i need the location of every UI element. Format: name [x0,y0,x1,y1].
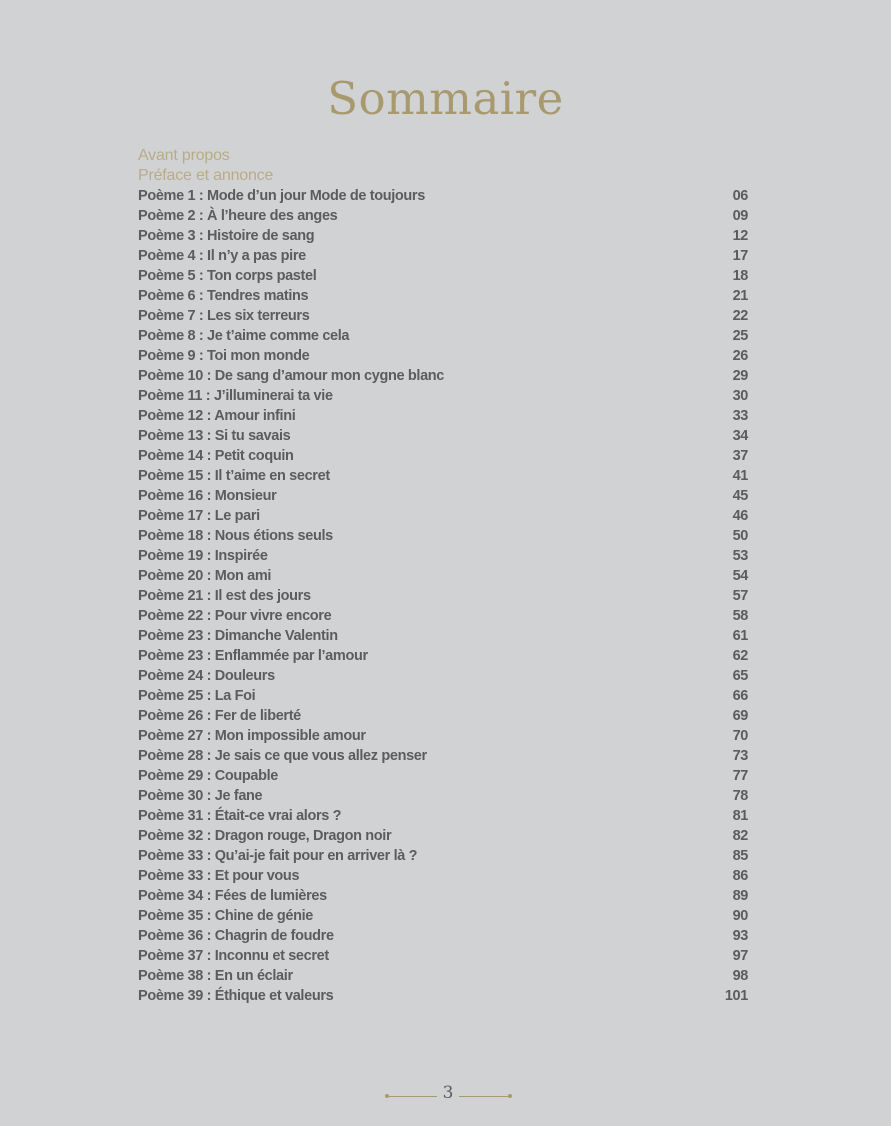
toc-entry-page: 26 [732,348,748,364]
toc-entry-title: Poème 14 : Petit coquin [138,448,294,464]
toc-entry-page: 12 [732,228,748,244]
toc-entry [138,726,748,746]
toc-entry-title: Poème 36 : Chagrin de foudre [138,928,334,944]
toc-entry [138,406,748,426]
toc-entry-page: 41 [732,468,748,484]
toc-entry-page: 30 [732,388,748,404]
toc-entry-title: Poème 37 : Inconnu et secret [138,948,329,964]
toc-entries [138,186,748,1006]
toc-entry-page: 65 [732,668,748,684]
toc-entry [138,206,748,226]
toc-entry [138,846,748,866]
toc-entry [138,586,748,606]
toc-entry-page: 06 [732,188,748,204]
toc-entry-title: Poème 10 : De sang d’amour mon cygne blanc [138,368,444,384]
toc-entry-title: Poème 7 : Les six terreurs [138,308,310,324]
toc-entry [138,926,748,946]
toc-entry-title: Poème 21 : Il est des jours [138,588,311,604]
toc-entry-page: 97 [732,948,748,964]
toc-entry-page: 50 [732,528,748,544]
toc-entry-title: Poème 30 : Je fane [138,788,263,804]
toc-entry [138,526,748,546]
toc-entry-page: 22 [732,308,748,324]
toc-entry-title: Poème 18 : Nous étions seuls [138,528,333,544]
toc-entry-title: Poème 6 : Tendres matins [138,288,309,304]
page-title: Sommaire [327,72,564,125]
toc-entry-page: 17 [732,248,748,264]
page-number: 3 [442,1083,454,1103]
toc-entry [138,886,748,906]
toc-entry [138,486,748,506]
toc-entry [138,606,748,626]
toc-entry-title: Poème 23 : Dimanche Valentin [138,628,338,644]
toc-entry [138,646,748,666]
toc-entry-title: Poème 4 : Il n’y a pas pire [138,248,306,264]
toc-entry-title: Poème 39 : Éthique et valeurs [138,988,334,1004]
toc-entry [138,706,748,726]
toc-entry [138,666,748,686]
toc-entry-title: Poème 38 : En un éclair [138,968,293,984]
toc-entry-page: 85 [732,848,748,864]
toc-entry-page: 46 [732,508,748,524]
toc-entry [138,366,748,386]
toc-entry-title: Poème 20 : Mon ami [138,568,272,584]
page-footer [0,1083,891,1107]
toc-entry [138,746,748,766]
toc-entry-page: 57 [732,588,748,604]
toc-entry-title: Poème 13 : Si tu savais [138,428,291,444]
toc-entry [138,546,748,566]
toc-entry [138,866,748,886]
toc-entry-page: 45 [732,488,748,504]
toc-entry-page: 34 [732,428,748,444]
toc-entry-title: Poème 5 : Ton corps pastel [138,268,317,284]
toc-entry-page: 70 [732,728,748,744]
toc-entry [138,566,748,586]
toc-intro-item: Préface et annonce [138,167,274,184]
toc-entry [138,306,748,326]
ornament-rule [459,1096,510,1097]
toc-entry-title: Poème 33 : Qu’ai-je fait pour en arriver là ? [138,848,418,864]
toc-entry-page: 21 [732,288,748,304]
toc-entry-title: Poème 32 : Dragon rouge, Dragon noir [138,828,392,844]
toc-entry-title: Poème 19 : Inspirée [138,548,268,564]
toc-entry-page: 09 [732,208,748,224]
toc-entry [138,966,748,986]
toc-entry-title: Poème 31 : Était-ce vrai alors ? [138,808,342,824]
toc-entry [138,686,748,706]
toc-entry-page: 77 [732,768,748,784]
toc-entry [138,326,748,346]
toc-entry [138,246,748,266]
toc-entry-page: 18 [732,268,748,284]
toc-entry [138,806,748,826]
toc-entry-page: 25 [732,328,748,344]
toc-entry-page: 90 [732,908,748,924]
toc-entry-page: 66 [732,688,748,704]
toc-entry-title: Poème 12 : Amour infini [138,408,296,424]
toc-entry-page: 62 [732,648,748,664]
toc-entry-page: 82 [732,828,748,844]
toc-entry [138,226,748,246]
toc-entry-title: Poème 22 : Pour vivre encore [138,608,332,624]
toc-entry-page: 61 [732,628,748,644]
toc-entry [138,386,748,406]
toc-entry [138,426,748,446]
toc-entry [138,446,748,466]
toc-entry-page: 33 [732,408,748,424]
toc-entry-title: Poème 3 : Histoire de sang [138,228,315,244]
toc-entry-title: Poème 2 : À l’heure des anges [138,208,338,224]
toc-entry [138,266,748,286]
toc-entry-title: Poème 35 : Chine de génie [138,908,313,924]
toc-entry-title: Poème 23 : Enflammée par l’amour [138,648,368,664]
toc-entry-page: 54 [732,568,748,584]
toc-entry [138,466,748,486]
table-of-contents [138,146,748,1006]
ornament-dot [508,1094,512,1098]
toc-entry-page: 86 [732,868,748,884]
toc-entry [138,186,748,206]
toc-intro-item: Avant propos [138,147,230,164]
toc-entry-page: 89 [732,888,748,904]
toc-entry [138,906,748,926]
toc-entry-page: 93 [732,928,748,944]
toc-entry-title: Poème 9 : Toi mon monde [138,348,310,364]
toc-entry-title: Poème 24 : Douleurs [138,668,275,684]
toc-entry [138,986,748,1006]
toc-entry-page: 98 [732,968,748,984]
toc-entry-title: Poème 1 : Mode d’un jour Mode de toujours [138,188,425,204]
toc-entry-title: Poème 28 : Je sais ce que vous allez penser [138,748,427,764]
toc-entry-title: Poème 25 : La Foi [138,688,256,704]
ornament-rule [388,1096,437,1097]
toc-entry-title: Poème 15 : Il t’aime en secret [138,468,330,484]
toc-entry-title: Poème 11 : J’illuminerai ta vie [138,388,333,404]
toc-entry [138,826,748,846]
toc-entry [138,786,748,806]
toc-entry [138,626,748,646]
toc-entry-title: Poème 16 : Monsieur [138,488,277,504]
toc-entry-page: 73 [732,748,748,764]
toc-entry-page: 78 [732,788,748,804]
toc-entry-page: 101 [724,988,748,1004]
toc-entry-title: Poème 17 : Le pari [138,508,260,524]
toc-entry-title: Poème 27 : Mon impossible amour [138,728,366,744]
toc-entry-page: 81 [732,808,748,824]
toc-entry-page: 58 [732,608,748,624]
toc-entry-title: Poème 34 : Fées de lumières [138,888,327,904]
toc-entry-title: Poème 26 : Fer de liberté [138,708,301,724]
toc-entry [138,506,748,526]
toc-entry-page: 53 [732,548,748,564]
toc-entry-title: Poème 33 : Et pour vous [138,868,300,884]
toc-entry [138,766,748,786]
toc-entry-title: Poème 29 : Coupable [138,768,278,784]
toc-entry [138,286,748,306]
toc-entry-page: 37 [732,448,748,464]
toc-entry-page: 29 [732,368,748,384]
toc-entry [138,946,748,966]
toc-entry [138,346,748,366]
toc-entry-title: Poème 8 : Je t’aime comme cela [138,328,350,344]
toc-entry-page: 69 [732,708,748,724]
